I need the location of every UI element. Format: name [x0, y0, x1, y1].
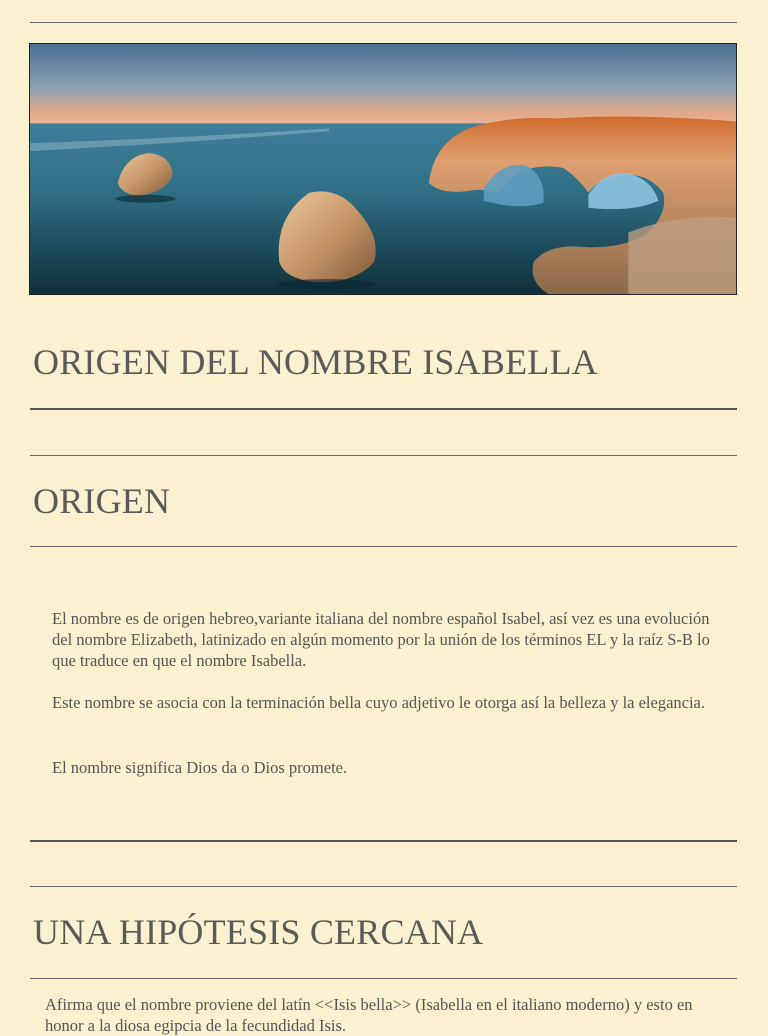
section-divider: [30, 546, 737, 547]
section-divider: [30, 978, 737, 979]
page-title: ORIGEN DEL NOMBRE ISABELLA: [33, 342, 598, 382]
section-divider: [30, 408, 737, 410]
seascape-image: [30, 44, 736, 294]
hero-image: [29, 43, 737, 295]
section-divider: [30, 455, 737, 456]
section-divider: [30, 840, 737, 842]
origen-paragraph-3: El nombre significa Dios da o Dios promete.: [52, 758, 348, 777]
section-heading-hipotesis: UNA HIPÓTESIS CERCANA: [33, 912, 484, 952]
hipotesis-paragraph-1: Afirma que el nombre proviene del latín <<Isis bella>> (Isabella en el italiano moderno) y esto en honor a la diosa egipcia de la fecundidad Isis.: [45, 995, 693, 1035]
section-divider: [30, 886, 737, 887]
origen-paragraph-1: El nombre es de origen hebreo,variante italiana del nombre español Isabel, así vez es una evolución del nombre Elizabeth, latinizado en algún momento por la unión de los términos EL y la raíz S-B lo que traduce en que el nombre Isabella.: [52, 609, 710, 670]
top-divider: [30, 22, 737, 23]
section-heading-origen: ORIGEN: [33, 481, 171, 521]
origen-paragraph-2: Este nombre se asocia con la terminación bella cuyo adjetivo le otorga así la belleza y la elegancia.: [52, 693, 706, 712]
